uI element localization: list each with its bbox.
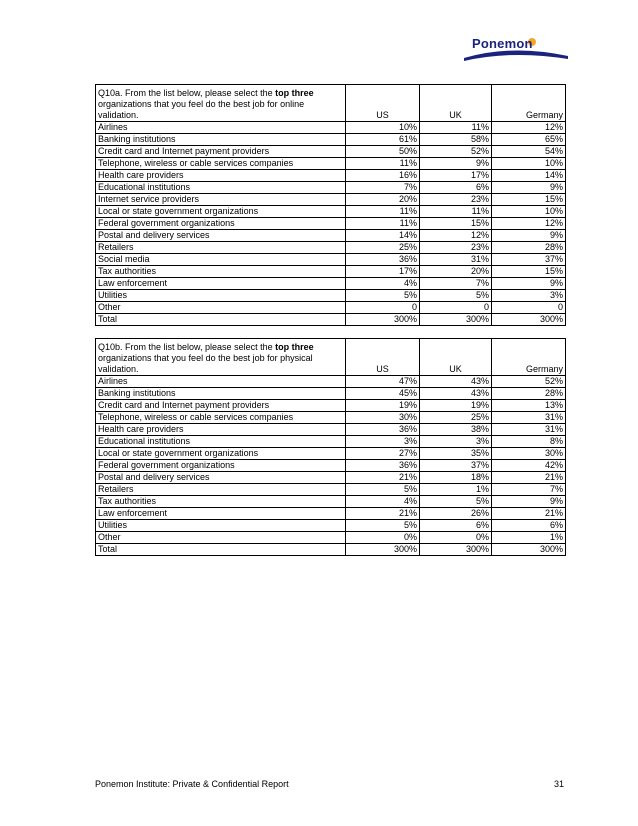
cell-value: 12% — [420, 230, 492, 242]
table-row — [96, 146, 566, 158]
row-label: Local or state government organizations — [96, 206, 346, 218]
cell-value: 5% — [420, 290, 492, 302]
table-row — [96, 134, 566, 146]
cell-value: 58% — [420, 134, 492, 146]
cell-value: 3% — [420, 436, 492, 448]
cell-value: 300% — [346, 314, 420, 326]
cell-value: 8% — [492, 436, 566, 448]
column-header: UK — [420, 85, 492, 122]
table-row — [96, 520, 566, 532]
cell-value: 12% — [492, 122, 566, 134]
footer-report-title: Ponemon Institute: Private & Confidential Report — [95, 779, 289, 789]
cell-value: 27% — [346, 448, 420, 460]
cell-value: 4% — [346, 278, 420, 290]
cell-value: 37% — [420, 460, 492, 472]
cell-value: 19% — [420, 400, 492, 412]
table-row — [96, 532, 566, 544]
table-row — [96, 278, 566, 290]
cell-value: 17% — [346, 266, 420, 278]
footer-page-number: 31 — [553, 779, 564, 789]
table-row — [96, 412, 566, 424]
table-row — [96, 484, 566, 496]
row-label: Banking institutions — [96, 134, 346, 146]
cell-value: 6% — [420, 182, 492, 194]
cell-value: 15% — [492, 194, 566, 206]
row-label: Tax authorities — [96, 496, 346, 508]
table-row — [96, 436, 566, 448]
cell-value: 11% — [420, 206, 492, 218]
cell-value: 10% — [492, 158, 566, 170]
row-label: Retailers — [96, 242, 346, 254]
table-row — [96, 206, 566, 218]
cell-value: 43% — [420, 388, 492, 400]
cell-value: 36% — [346, 254, 420, 266]
ponemon-logo — [462, 34, 570, 64]
cell-value: 25% — [420, 412, 492, 424]
cell-value: 15% — [420, 218, 492, 230]
cell-value: 20% — [346, 194, 420, 206]
question-text — [96, 85, 346, 122]
table-row — [96, 122, 566, 134]
cell-value: 6% — [420, 520, 492, 532]
cell-value: 3% — [346, 436, 420, 448]
row-label: Retailers — [96, 484, 346, 496]
cell-value: 30% — [492, 448, 566, 460]
table-row — [96, 290, 566, 302]
cell-value: 1% — [420, 484, 492, 496]
row-label: Federal government organizations — [96, 218, 346, 230]
cell-value: 21% — [492, 508, 566, 520]
cell-value: 4% — [346, 496, 420, 508]
cell-value: 7% — [492, 484, 566, 496]
cell-value: 28% — [492, 242, 566, 254]
row-label: Other — [96, 532, 346, 544]
table-row — [96, 170, 566, 182]
row-label: Banking institutions — [96, 388, 346, 400]
cell-value: 300% — [492, 314, 566, 326]
question-emphasis: top three — [275, 342, 314, 352]
cell-value: 25% — [346, 242, 420, 254]
row-label: Law enforcement — [96, 278, 346, 290]
cell-value: 35% — [420, 448, 492, 460]
cell-value: 20% — [420, 266, 492, 278]
cell-value: 5% — [346, 484, 420, 496]
cell-value: 31% — [492, 424, 566, 436]
cell-value: 52% — [492, 376, 566, 388]
cell-value: 11% — [346, 158, 420, 170]
cell-value: 42% — [492, 460, 566, 472]
row-label: Local or state government organizations — [96, 448, 346, 460]
row-label: Law enforcement — [96, 508, 346, 520]
cell-value: 9% — [492, 278, 566, 290]
cell-value: 300% — [420, 544, 492, 556]
table-row — [96, 472, 566, 484]
cell-value: 5% — [346, 290, 420, 302]
cell-value: 11% — [420, 122, 492, 134]
cell-value: 47% — [346, 376, 420, 388]
cell-value: 19% — [346, 400, 420, 412]
cell-value: 23% — [420, 194, 492, 206]
row-label: Internet service providers — [96, 194, 346, 206]
logo-name: Ponemon — [472, 36, 533, 51]
row-label: Utilities — [96, 290, 346, 302]
table-row — [96, 460, 566, 472]
cell-value: 6% — [492, 520, 566, 532]
cell-value: 21% — [346, 508, 420, 520]
row-label: Utilities — [96, 520, 346, 532]
cell-value: 0 — [346, 302, 420, 314]
cell-value: 300% — [346, 544, 420, 556]
cell-value: 14% — [346, 230, 420, 242]
q10a-table — [95, 84, 566, 326]
cell-value: 21% — [492, 472, 566, 484]
cell-value: 36% — [346, 460, 420, 472]
cell-value: 9% — [420, 158, 492, 170]
cell-value: 23% — [420, 242, 492, 254]
table-row — [96, 254, 566, 266]
table-row — [96, 508, 566, 520]
cell-value: 26% — [420, 508, 492, 520]
row-label: Telephone, wireless or cable services companies — [96, 412, 346, 424]
cell-value: 7% — [346, 182, 420, 194]
cell-value: 54% — [492, 146, 566, 158]
cell-value: 11% — [346, 206, 420, 218]
cell-value: 45% — [346, 388, 420, 400]
row-label: Credit card and Internet payment providers — [96, 400, 346, 412]
row-label: Health care providers — [96, 170, 346, 182]
cell-value: 0 — [492, 302, 566, 314]
table-row — [96, 400, 566, 412]
cell-value: 1% — [492, 532, 566, 544]
cell-value: 0 — [420, 302, 492, 314]
cell-value: 15% — [492, 266, 566, 278]
row-label: Educational institutions — [96, 182, 346, 194]
row-label: Postal and delivery services — [96, 472, 346, 484]
table-row — [96, 448, 566, 460]
table-row — [96, 424, 566, 436]
cell-value: 7% — [420, 278, 492, 290]
cell-value: 43% — [420, 376, 492, 388]
column-header: UK — [420, 339, 492, 376]
table-row — [96, 182, 566, 194]
column-header: US — [346, 339, 420, 376]
question-suffix: organizations that you feel do the best job for physical validation. — [98, 353, 313, 374]
row-label: Educational institutions — [96, 436, 346, 448]
table-row — [96, 388, 566, 400]
row-label: Credit card and Internet payment providers — [96, 146, 346, 158]
cell-value: 5% — [346, 520, 420, 532]
cell-value: 0% — [420, 532, 492, 544]
row-label: Telephone, wireless or cable services companies — [96, 158, 346, 170]
row-label: Social media — [96, 254, 346, 266]
row-label: Airlines — [96, 376, 346, 388]
question-emphasis: top three — [275, 88, 314, 98]
table-row — [96, 158, 566, 170]
cell-value: 13% — [492, 400, 566, 412]
row-label: Total — [96, 314, 346, 326]
cell-value: 31% — [420, 254, 492, 266]
cell-value: 300% — [420, 314, 492, 326]
question-prefix: Q10a. From the list below, please select the — [98, 88, 276, 98]
row-label: Health care providers — [96, 424, 346, 436]
table-row — [96, 314, 566, 326]
cell-value: 65% — [492, 134, 566, 146]
cell-value: 31% — [492, 412, 566, 424]
cell-value: 38% — [420, 424, 492, 436]
table-row — [96, 376, 566, 388]
row-label: Total — [96, 544, 346, 556]
question-suffix: organizations that you feel do the best job for online validation. — [98, 99, 305, 120]
cell-value: 50% — [346, 146, 420, 158]
cell-value: 30% — [346, 412, 420, 424]
row-label: Tax authorities — [96, 266, 346, 278]
cell-value: 16% — [346, 170, 420, 182]
table-row — [96, 302, 566, 314]
cell-value: 52% — [420, 146, 492, 158]
cell-value: 21% — [346, 472, 420, 484]
table-row — [96, 242, 566, 254]
cell-value: 300% — [492, 544, 566, 556]
row-label: Airlines — [96, 122, 346, 134]
q10b-table — [95, 338, 566, 556]
cell-value: 10% — [492, 206, 566, 218]
cell-value: 0% — [346, 532, 420, 544]
cell-value: 61% — [346, 134, 420, 146]
cell-value: 3% — [492, 290, 566, 302]
cell-value: 36% — [346, 424, 420, 436]
table-header-row — [96, 339, 566, 376]
table-row — [96, 230, 566, 242]
row-label: Federal government organizations — [96, 460, 346, 472]
row-label: Postal and delivery services — [96, 230, 346, 242]
cell-value: 10% — [346, 122, 420, 134]
table-row — [96, 218, 566, 230]
table-header-row — [96, 85, 566, 122]
table-row — [96, 194, 566, 206]
table-row — [96, 496, 566, 508]
column-header: Germany — [492, 85, 566, 122]
question-prefix: Q10b. From the list below, please select the — [98, 342, 276, 352]
cell-value: 18% — [420, 472, 492, 484]
column-header: US — [346, 85, 420, 122]
row-label: Other — [96, 302, 346, 314]
table-row — [96, 544, 566, 556]
cell-value: 9% — [492, 182, 566, 194]
cell-value: 28% — [492, 388, 566, 400]
cell-value: 14% — [492, 170, 566, 182]
cell-value: 11% — [346, 218, 420, 230]
cell-value: 5% — [420, 496, 492, 508]
cell-value: 12% — [492, 218, 566, 230]
cell-value: 9% — [492, 230, 566, 242]
question-text — [96, 339, 346, 376]
table-row — [96, 266, 566, 278]
cell-value: 17% — [420, 170, 492, 182]
cell-value: 9% — [492, 496, 566, 508]
column-header: Germany — [492, 339, 566, 376]
cell-value: 37% — [492, 254, 566, 266]
